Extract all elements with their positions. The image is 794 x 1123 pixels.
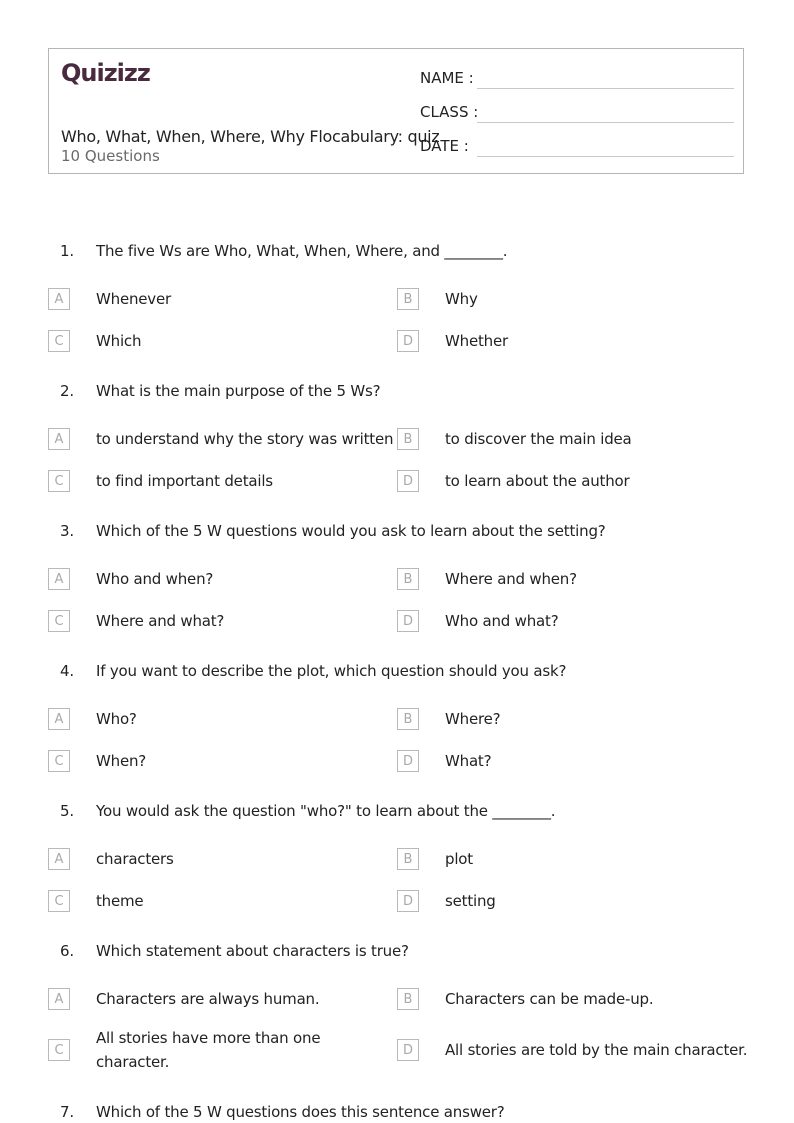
option-text: setting <box>445 892 496 910</box>
option-letter-box[interactable]: D <box>397 470 419 492</box>
option-letter-box[interactable]: D <box>397 890 419 912</box>
question-text: If you want to describe the plot, which question should you ask? <box>96 662 567 680</box>
option-letter-box[interactable]: C <box>48 330 70 352</box>
option-text: Characters can be made-up. <box>445 990 654 1008</box>
option-text: Whether <box>445 332 508 350</box>
name-field[interactable] <box>420 69 734 89</box>
option-letter-box[interactable]: A <box>48 988 70 1010</box>
option-text: theme <box>96 892 144 910</box>
option-text: Characters are always human. <box>96 990 320 1008</box>
option-letter-box[interactable]: B <box>397 428 419 450</box>
option-text: All stories are told by the main character. <box>445 1041 748 1059</box>
option-letter-box[interactable]: B <box>397 988 419 1010</box>
option-letter-box[interactable]: A <box>48 428 70 450</box>
option-text: Why <box>445 290 478 308</box>
option-letter-box[interactable]: C <box>48 1039 70 1061</box>
option-text: Where and what? <box>96 612 225 630</box>
svg-text:Quizizz: Quizizz <box>61 59 150 87</box>
option-text: Where? <box>445 710 501 728</box>
option-letter-box[interactable]: B <box>397 708 419 730</box>
option-letter-box[interactable]: C <box>48 750 70 772</box>
option-text: Whenever <box>96 290 171 308</box>
option-letter-box[interactable]: D <box>397 1039 419 1061</box>
option-text: What? <box>445 752 492 770</box>
option-letter-box[interactable]: A <box>48 708 70 730</box>
question-text: The five Ws are Who, What, When, Where, and ________. <box>96 242 508 260</box>
question-number: 3. <box>60 522 74 540</box>
option-letter-box[interactable]: D <box>397 750 419 772</box>
option-letter-box[interactable]: B <box>397 288 419 310</box>
option-letter-box[interactable]: A <box>48 288 70 310</box>
quiz-title: Who, What, When, Where, Why Flocabulary: quiz <box>61 127 440 146</box>
option-letter-box[interactable]: C <box>48 890 70 912</box>
question-number: 2. <box>60 382 74 400</box>
date-line[interactable] <box>477 156 734 157</box>
option-letter-box[interactable]: C <box>48 470 70 492</box>
option-text: to understand why the story was written <box>96 430 394 448</box>
question-number: 1. <box>60 242 74 260</box>
option-text: Which <box>96 332 142 350</box>
class-field[interactable] <box>420 103 734 123</box>
worksheet-header <box>48 48 744 174</box>
option-text: characters <box>96 850 174 868</box>
name-line[interactable] <box>477 88 734 89</box>
option-text: All stories have more than one character. <box>96 1029 321 1071</box>
question-number: 4. <box>60 662 74 680</box>
class-line[interactable] <box>477 122 734 123</box>
quizizz-logo <box>61 59 153 87</box>
option-text: to learn about the author <box>445 472 630 490</box>
option-letter-box[interactable]: B <box>397 848 419 870</box>
class-label: CLASS : <box>420 103 479 121</box>
option-text: When? <box>96 752 147 770</box>
option-letter-box[interactable]: D <box>397 330 419 352</box>
question-number: 5. <box>60 802 74 820</box>
option-text: Where and when? <box>445 570 577 588</box>
option-letter-box[interactable]: A <box>48 848 70 870</box>
question-text: Which statement about characters is true? <box>96 942 409 960</box>
question-text: Which of the 5 W questions does this sentence answer? <box>96 1103 505 1121</box>
option-text: Who? <box>96 710 137 728</box>
option-letter-box[interactable]: A <box>48 568 70 590</box>
question-count: 10 Questions <box>61 147 160 165</box>
question-number: 6. <box>60 942 74 960</box>
question-number: 7. <box>60 1103 74 1121</box>
option-letter-box[interactable]: B <box>397 568 419 590</box>
option-text: Who and what? <box>445 612 559 630</box>
question-text: You would ask the question "who?" to learn about the ________. <box>96 802 556 820</box>
option-letter-box[interactable]: C <box>48 610 70 632</box>
date-label: DATE : <box>420 137 469 155</box>
question-text: What is the main purpose of the 5 Ws? <box>96 382 381 400</box>
option-text: to find important details <box>96 472 273 490</box>
name-label: NAME : <box>420 69 474 87</box>
option-text: Who and when? <box>96 570 214 588</box>
option-text: to discover the main idea <box>445 430 632 448</box>
date-field[interactable] <box>420 137 734 157</box>
option-text: plot <box>445 850 473 868</box>
question-text: Which of the 5 W questions would you ask to learn about the setting? <box>96 522 606 540</box>
option-letter-box[interactable]: D <box>397 610 419 632</box>
